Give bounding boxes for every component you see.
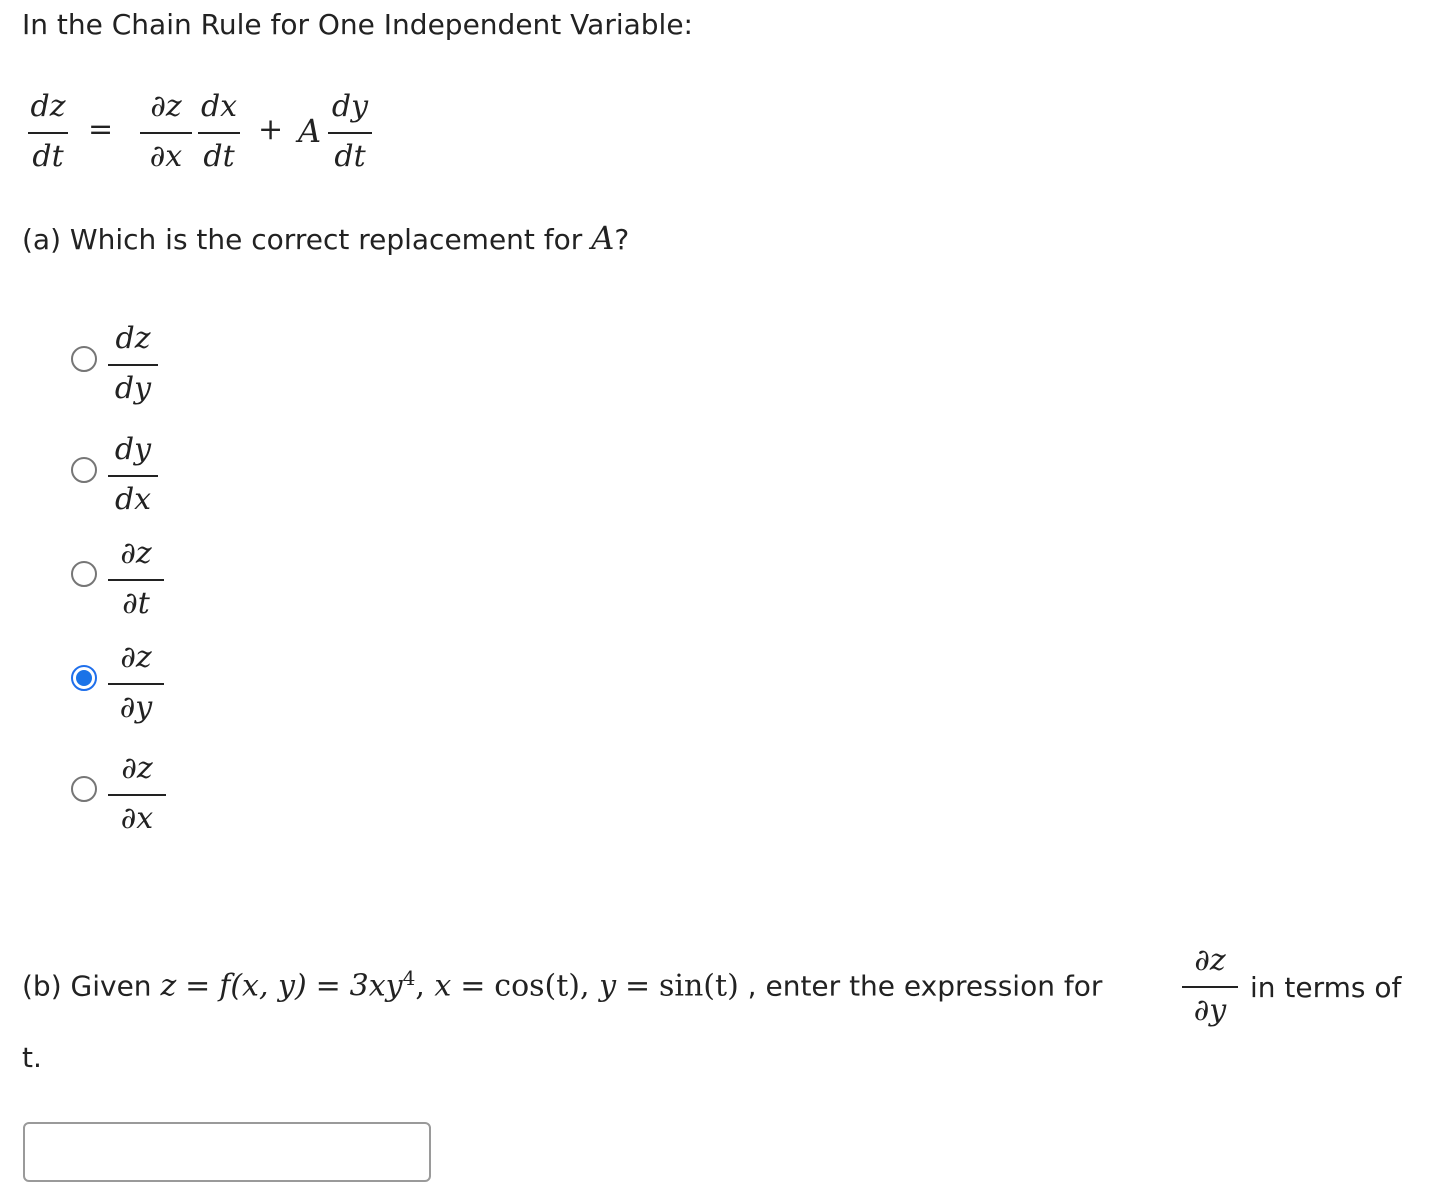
- part-b-continued: t.: [22, 1041, 42, 1074]
- part-b-eq4: =: [624, 968, 651, 1004]
- option-label-2[interactable]: [108, 432, 158, 517]
- fraction-bar: [108, 364, 158, 366]
- part-b-comma1: ,: [415, 968, 435, 1004]
- fraction-bar: [108, 683, 164, 685]
- part-b-comma2: ,: [580, 968, 600, 1004]
- option-radio-1[interactable]: [71, 346, 97, 372]
- fraction-bar: [108, 579, 164, 581]
- term3-fraction: [328, 89, 372, 174]
- part-b-fraction-numerator: ∂z: [1194, 943, 1226, 978]
- option-radio-4[interactable]: [71, 665, 97, 691]
- lhs-numerator: dz: [30, 89, 66, 124]
- part-a-prefix: (a) Which is the correct replacement for: [22, 223, 592, 256]
- option-label-5[interactable]: [108, 751, 166, 836]
- option-label-3[interactable]: [108, 536, 164, 621]
- part-b-function: f(x, y): [219, 968, 307, 1004]
- fraction-bar: [198, 132, 240, 134]
- answer-input[interactable]: [23, 1122, 431, 1182]
- intro-text: In the Chain Rule for One Independent Variable:: [22, 8, 693, 41]
- term2-fraction: [198, 89, 240, 174]
- part-b-fraction: [1182, 943, 1238, 1028]
- fraction-bar: [108, 794, 166, 796]
- term1-numerator: ∂z: [150, 89, 182, 124]
- part-b-suffix: in terms of: [1250, 971, 1402, 1004]
- part-b-eq2: =: [315, 968, 341, 1004]
- option-label-1[interactable]: [108, 321, 158, 406]
- part-a-suffix: ?: [614, 223, 630, 256]
- term3-numerator: dy: [331, 89, 369, 124]
- term1-fraction: [140, 89, 192, 174]
- term3-denominator: dt: [334, 139, 366, 174]
- option-radio-5[interactable]: [71, 776, 97, 802]
- plus-sign: +: [258, 112, 284, 147]
- part-a-variable: A: [591, 219, 615, 257]
- term2-denominator: dt: [203, 139, 235, 174]
- option-1-denominator: dy: [114, 371, 152, 406]
- equals-sign: =: [88, 112, 114, 147]
- part-b-cos: cos(t): [494, 968, 581, 1004]
- fraction-bar: [108, 475, 158, 477]
- option-5-denominator: ∂x: [120, 801, 154, 836]
- option-2-denominator: dx: [114, 482, 152, 517]
- fraction-bar: [328, 132, 372, 134]
- part-b-sin: sin(t): [659, 968, 739, 1004]
- option-4-denominator: ∂y: [119, 690, 153, 725]
- part-a-question: [22, 219, 630, 257]
- option-1-numerator: dz: [115, 321, 151, 356]
- fraction-bar: [28, 132, 68, 134]
- part-b-eq3: =: [460, 968, 486, 1004]
- lhs-fraction: [28, 89, 68, 174]
- part-b-y: y: [599, 968, 617, 1004]
- option-4-numerator: ∂z: [120, 640, 152, 675]
- lhs-denominator: dt: [32, 139, 64, 174]
- part-b-prefix: (b) Given: [22, 969, 161, 1003]
- term1-denominator: ∂x: [149, 139, 183, 174]
- part-b-middle: , enter the expression for: [738, 969, 1103, 1003]
- variable-a: A: [298, 112, 322, 150]
- term2-numerator: dx: [200, 89, 238, 124]
- option-radio-2[interactable]: [71, 457, 97, 483]
- fraction-bar: [140, 132, 192, 134]
- part-b-eq1: =: [185, 968, 211, 1004]
- option-radio-3[interactable]: [71, 561, 97, 587]
- option-5-numerator: ∂z: [121, 751, 153, 786]
- option-label-4[interactable]: [108, 640, 164, 725]
- part-b-expression: 3xy: [349, 968, 403, 1004]
- fraction-bar: [1182, 986, 1238, 988]
- option-3-numerator: ∂z: [120, 536, 152, 571]
- option-2-numerator: dy: [114, 432, 152, 467]
- part-b-exponent: 4: [402, 966, 416, 990]
- part-b-z: z: [160, 968, 177, 1004]
- part-b-x: x: [434, 968, 452, 1004]
- option-3-denominator: ∂t: [122, 586, 150, 621]
- part-b-question: [22, 966, 1103, 1004]
- part-b-fraction-denominator: ∂y: [1193, 993, 1227, 1028]
